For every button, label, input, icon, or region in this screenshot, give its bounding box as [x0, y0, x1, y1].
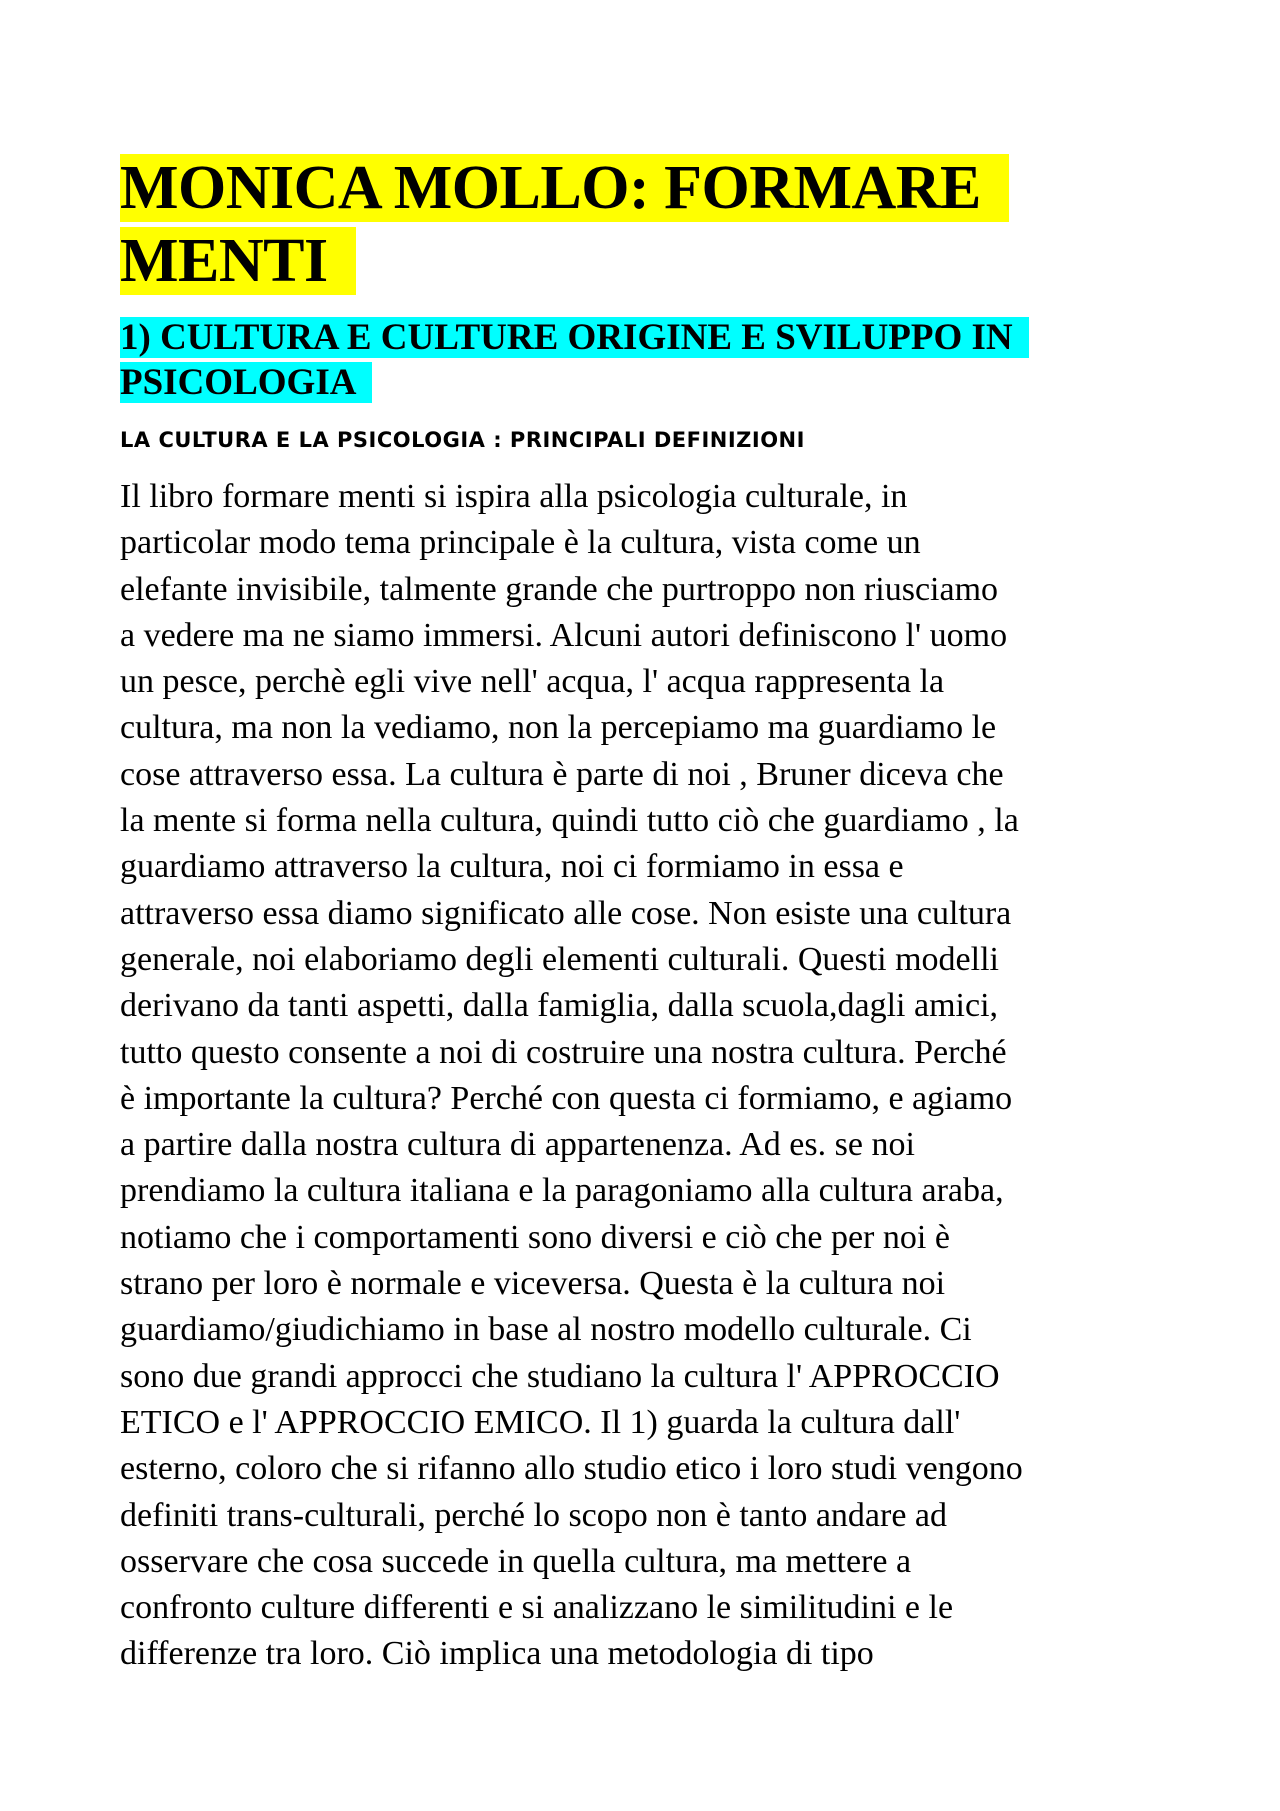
body-line: elefante invisibile, talmente grande che purtroppo non riusciamo: [120, 570, 999, 608]
title-line: MONICA MOLLO: FORMARE: [120, 154, 995, 222]
body-line: a vedere ma ne siamo immersi. Alcuni autori definiscono l' uomo: [120, 616, 1008, 654]
body-line: particolar modo tema principale è la cultura, vista come un: [120, 524, 921, 562]
body-line: Il libro formare menti si ispira alla psicologia culturale, in: [120, 478, 908, 515]
body-line: cultura, ma non la vediamo, non la percepiamo ma guardiamo le: [120, 709, 997, 747]
body-line: la mente si forma nella cultura, quindi tutto ciò che guardiamo , la: [120, 802, 1019, 840]
body-line: generale, noi elaboriamo degli elementi culturali. Questi modelli: [120, 940, 999, 978]
body-line: un pesce, perchè egli vive nell' acqua, l' acqua rappresenta la: [120, 663, 945, 701]
body-line: strano per loro è normale e viceversa. Questa è la cultura noi: [120, 1265, 946, 1303]
body-line: confronto culture differenti e si analizzano le similitudini e le: [120, 1589, 954, 1627]
body-paragraph: [120, 474, 1205, 1678]
body-line: esterno, coloro che si rifanno allo studio etico i loro studi vengono: [120, 1450, 1023, 1488]
body-line: prendiamo la cultura italiana e la paragoniamo alla cultura araba,: [120, 1172, 1004, 1210]
body-line: notiamo che i comportamenti sono diversi e ciò che per noi è: [120, 1218, 950, 1256]
body-line: definiti trans-culturali, perché lo scopo non è tanto andare ad: [120, 1496, 948, 1534]
document-title: [120, 152, 1220, 298]
body-line: guardiamo attraverso la cultura, noi ci formiamo in essa e: [120, 848, 904, 886]
section-heading-highlight: [120, 317, 1029, 403]
body-line: cose attraverso essa. La cultura è parte di noi , Bruner diceva che: [120, 755, 1004, 793]
subheading: LA CULTURA E LA PSICOLOGIA : PRINCIPALI DEFINIZIONI: [120, 428, 805, 452]
title-highlight: [120, 154, 1009, 295]
body-line: attraverso essa diamo significato alle cose. Non esiste una cultura: [120, 894, 1012, 932]
body-line: tutto questo consente a noi di costruire una nostra cultura. Perché: [120, 1033, 1007, 1071]
body-line: derivano da tanti aspetti, dalla famiglia, dalla scuola,dagli amici,: [120, 987, 999, 1025]
body-line: guardiamo/giudichiamo in base al nostro modello culturale. Ci: [120, 1311, 972, 1349]
body-line: a partire dalla nostra cultura di appartenenza. Ad es. se noi: [120, 1126, 915, 1164]
body-line: ETICO e l' APPROCCIO EMICO. Il 1) guarda la cultura dall': [120, 1403, 961, 1441]
section-heading-line: PSICOLOGIA: [120, 362, 364, 403]
section-heading: [120, 315, 1220, 405]
body-line: è importante la cultura? Perché con questa ci formiamo, e agiamo: [120, 1079, 1013, 1117]
body-line: sono due grandi approcci che studiano la cultura l' APPROCCIO: [120, 1357, 1000, 1395]
body-line: osservare che cosa succede in quella cultura, ma mettere a: [120, 1542, 912, 1580]
section-heading-line: 1) CULTURA E CULTURE ORIGINE E SVILUPPO IN: [120, 317, 1021, 358]
body-line: differenze tra loro. Ciò implica una metodologia di tipo: [120, 1635, 874, 1673]
title-line: MENTI: [120, 227, 342, 295]
